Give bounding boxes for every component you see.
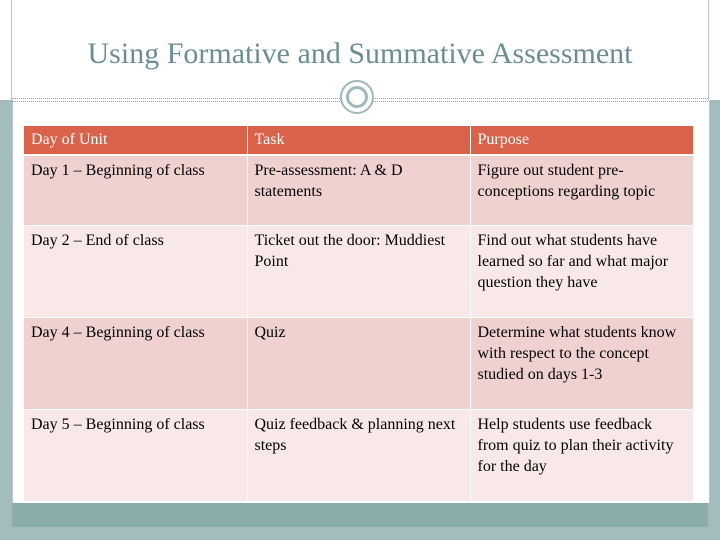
cell-day: Day 2 – End of class bbox=[24, 225, 247, 317]
table-row bbox=[24, 155, 693, 225]
footer-band bbox=[12, 503, 708, 527]
frame-line-right bbox=[708, 0, 709, 100]
circle-ornament-inner bbox=[346, 86, 368, 108]
circle-ornament-icon bbox=[340, 80, 374, 114]
table-header-row bbox=[24, 126, 693, 155]
header-day-of-unit: Day of Unit bbox=[24, 126, 247, 155]
cell-purpose: Figure out student pre-conceptions regarding topic bbox=[470, 155, 693, 225]
header-purpose: Purpose bbox=[470, 126, 693, 155]
cell-purpose: Help students use feedback from quiz to plan their activity for the day bbox=[470, 409, 693, 501]
cell-day: Day 1 – Beginning of class bbox=[24, 155, 247, 225]
cell-task: Quiz feedback & planning next steps bbox=[247, 409, 470, 501]
cell-purpose: Determine what students know with respect to the concept studied on days 1-3 bbox=[470, 317, 693, 409]
table-row bbox=[24, 409, 693, 501]
cell-day: Day 5 – Beginning of class bbox=[24, 409, 247, 501]
assessment-table bbox=[24, 126, 693, 502]
table-row bbox=[24, 225, 693, 317]
cell-task: Quiz bbox=[247, 317, 470, 409]
slide-title: Using Formative and Summative Assessment bbox=[87, 37, 633, 70]
header-task: Task bbox=[247, 126, 470, 155]
cell-task: Ticket out the door: Muddiest Point bbox=[247, 225, 470, 317]
table-row bbox=[24, 317, 693, 409]
cell-day: Day 4 – Beginning of class bbox=[24, 317, 247, 409]
cell-task: Pre-assessment: A & D statements bbox=[247, 155, 470, 225]
cell-purpose: Find out what students have learned so far and what major question they have bbox=[470, 225, 693, 317]
